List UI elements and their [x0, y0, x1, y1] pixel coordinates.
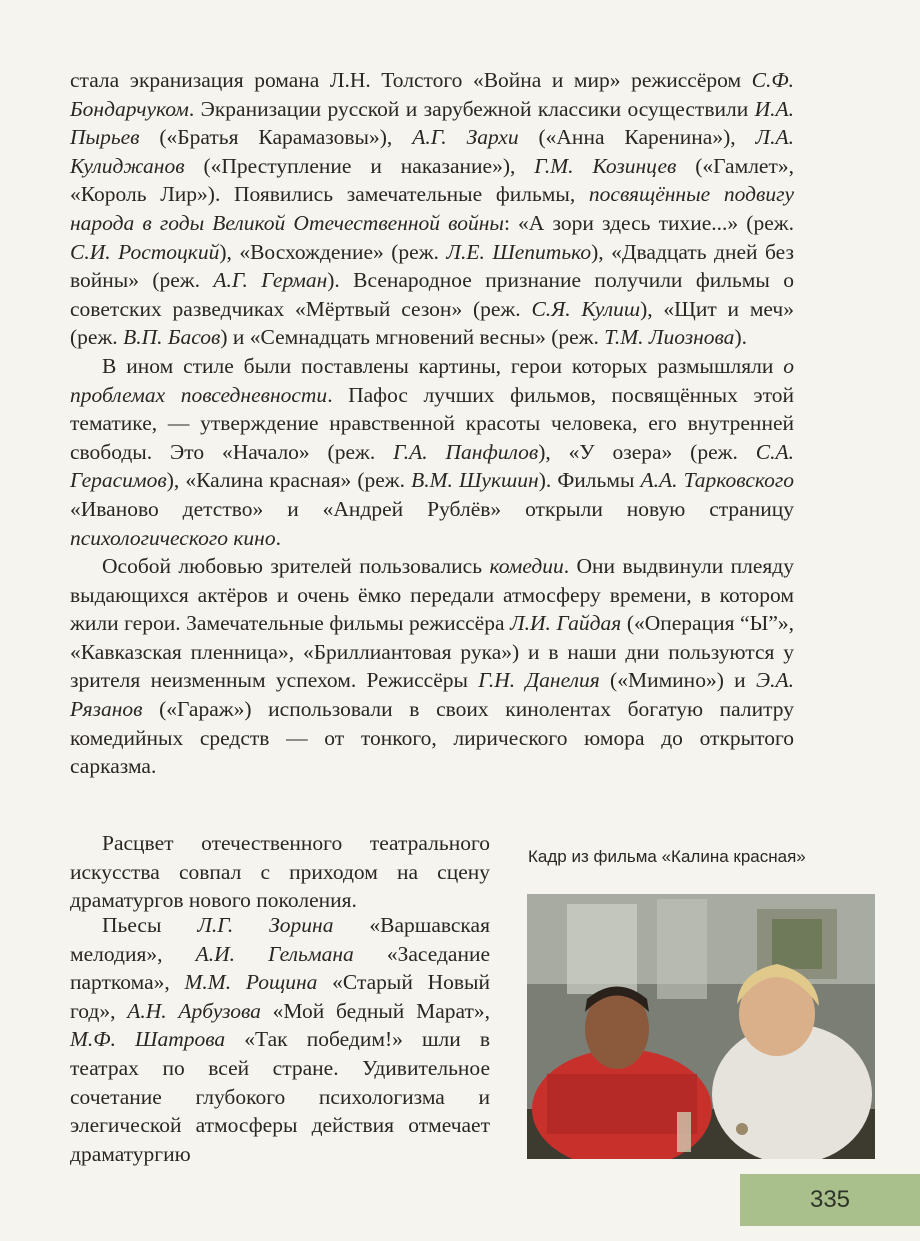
italic-run: А.А. Тарковского [640, 468, 794, 493]
text-run: . Экранизации русской и зарубежной классики осуществили [188, 96, 755, 121]
italic-run: Л.А. Кулиджанов [70, 125, 794, 178]
text-run: Пьесы [102, 913, 198, 937]
italic-run: Э.А. Рязанов [70, 668, 794, 722]
side-text-1 [70, 829, 490, 915]
text-run: ). [734, 325, 747, 350]
italic-run: Т.М. Лиознова [604, 325, 735, 350]
text-run: («Гараж») использовали в своих кинолентах богатую палитру комедийных средств — от тонкого, лирического юмора до открытого сарказма. [70, 697, 794, 779]
film-still-photo [527, 894, 875, 1159]
paragraph [70, 552, 794, 781]
text-run: («Братья Карамазовы»), [139, 125, 413, 150]
page-number-tab [740, 1174, 920, 1226]
text-run: Расцвет отечественного театрального искусства совпал с приходом на сцену драматургов нового поколения. [70, 831, 490, 913]
italic-run: М.М. Рощина [184, 970, 318, 995]
text-run: «Иваново детство» и «Андрей Рублёв» открыли новую страницу [70, 496, 794, 521]
italic-run: С.И. Ростоцкий [70, 239, 220, 264]
italic-run: В.М. Шукшин [411, 468, 539, 493]
text-run: стала экранизация романа Л.Н. Толстого «Война и мир» режиссёром [70, 68, 752, 92]
text-run: «Мой бедный Марат», [260, 998, 490, 1023]
text-run: («Гамлет», «Король Лир»). Появились замечательные фильмы, [70, 153, 794, 207]
italic-run: о проблемах повседневности [70, 353, 794, 407]
text-run: («Анна Каренина»), [518, 125, 756, 150]
page-number: 335 [809, 1186, 851, 1213]
italic-run: А.Н. Арбузова [127, 998, 261, 1023]
text-run: («Преступление и наказание»), [184, 153, 535, 178]
text-run: ). Всенародное признание получили фильмы о советских разведчиках «Мёртвый сезон» (реж. [70, 268, 794, 321]
text-run: ), «Щит и меч» (реж. [70, 296, 794, 350]
paragraph [70, 911, 490, 1168]
text-run: «Старый Новый год», [70, 970, 491, 1023]
text-run: . Они выдвинули плеяду выдающихся актёров и очень ёмко передали атмосферу времени, в котором жили герои. Замечательные фильмы режиссёра [70, 554, 794, 636]
paragraph [70, 66, 794, 352]
italic-run: Г.М. Козинцев [534, 153, 677, 178]
italic-run: посвящённые подвигу народа в годы Великой Отечественной войны [70, 182, 794, 235]
italic-run: Л.Е. Шепитько [446, 239, 592, 264]
text-run: ), «У озера» (реж. [538, 439, 756, 464]
film-still-illustration [527, 894, 875, 1159]
text-run: («Мимино») и [599, 668, 757, 693]
italic-run: психологического кино [70, 525, 276, 550]
text-run: ). Фильмы [538, 468, 641, 493]
figure-caption: Кадр из фильма «Калина красная» [528, 847, 806, 866]
italic-run: комедии [489, 554, 564, 579]
italic-run: С.Ф. Бондарчуком [70, 68, 794, 121]
italic-run: В.П. Басов [123, 325, 221, 350]
paragraph [70, 352, 794, 552]
text-run: ), «Восхождение» (реж. [219, 239, 447, 264]
text-run: В ином стиле были поставлены картины, герои которых размышляли [102, 353, 784, 378]
text-run: . Пафос лучших фильмов, посвящённых этой тематике, — утверждение нравственной красоты человека, его внутренней свободы. Это «Начало» (реж. [70, 382, 794, 464]
text-run: «Так победим!» шли в театрах по всей стране. Удивительное сочетание глубокого психологизма и элегической атмосферы действия отмечает драматургию [70, 1027, 490, 1166]
main-text [70, 66, 794, 781]
italic-run: А.И. Гельмана [195, 941, 354, 966]
text-run: («Операция “Ы”», «Кавказская пленница», «Бриллиантовая рука») и в наши дни пользуются у зрителя неизменным успехом. Режиссёры [70, 611, 795, 693]
text-run: ), «Калина красная» (реж. [166, 468, 412, 493]
text-run: : «А зори здесь тихие...» (реж. [503, 210, 794, 235]
italic-run: И.А. Пырьев [70, 96, 794, 150]
italic-run: С.Я. Кулиш [531, 296, 641, 321]
text-run: ) и «Семнадцать мгновений весны» (реж. [220, 325, 605, 350]
italic-run: С.А. Герасимов [70, 439, 794, 493]
text-run: ), «Двадцать дней без войны» (реж. [70, 239, 794, 293]
text-run: «Заседание парткома», [70, 941, 490, 995]
text-run: «Варшавская мелодия», [70, 913, 490, 966]
italic-run: М.Ф. Шатрова [70, 1027, 226, 1052]
side-text-2 [70, 911, 490, 1168]
italic-run: Л.И. Гайдая [510, 611, 622, 636]
text-run: Особой любовью зрителей пользовались [102, 554, 490, 579]
text-run: . [275, 525, 281, 550]
paragraph [70, 829, 490, 915]
italic-run: Г.Н. Данелия [478, 668, 600, 693]
italic-run: Г.А. Панфилов [393, 439, 539, 464]
italic-run: А.Г. Зархи [412, 125, 519, 150]
italic-run: А.Г. Герман [213, 268, 328, 293]
italic-run: Л.Г. Зорина [197, 913, 334, 937]
